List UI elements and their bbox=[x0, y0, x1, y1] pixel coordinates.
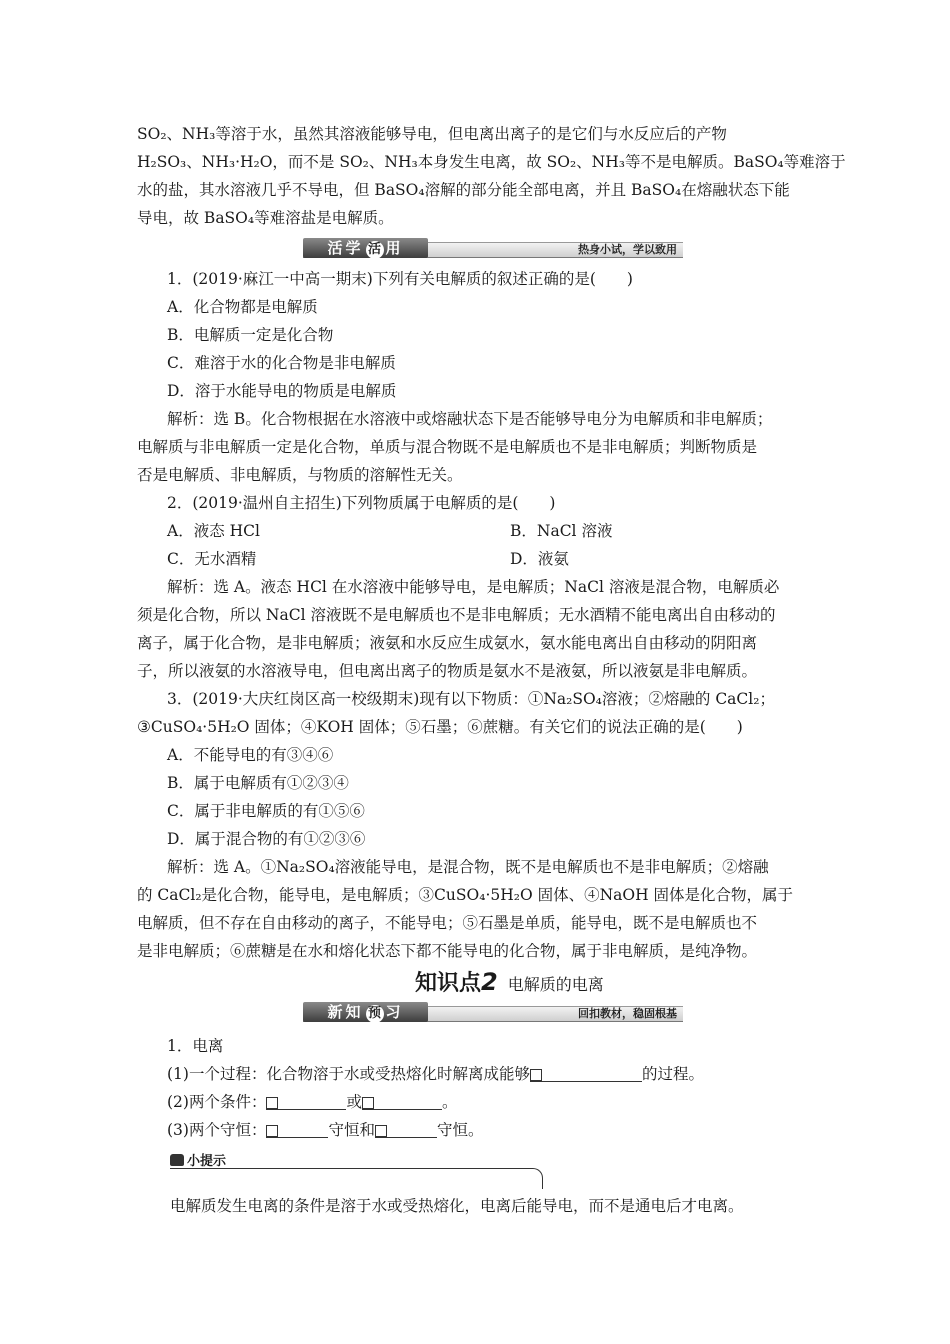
question-3-option-a: A．不能导电的有③④⑥ bbox=[167, 746, 334, 764]
answer-blank[interactable] bbox=[375, 1122, 437, 1138]
banner-tag bbox=[303, 238, 428, 258]
question-2-option-a: A．液态 HCl bbox=[167, 522, 260, 540]
knowledge-point-number: 2 bbox=[481, 968, 498, 996]
intro-line-1: SO₂、NH₃等溶于水，虽然其溶液能够导电，但电离出离子的是它们与水反应后的产物 bbox=[137, 125, 727, 143]
answer-blank[interactable] bbox=[362, 1094, 442, 1110]
question-2-stem: 2．(2019·温州自主招生)下列物质属于电解质的是( ) bbox=[167, 494, 556, 512]
banner-caption: 热身小试，学以致用 bbox=[578, 243, 677, 256]
question-3-answer-line-2: 的 CaCl₂是化合物，能导电，是电解质；③CuSO₄·5H₂O 固体、④NaOH 固体是化合物，属于 bbox=[137, 886, 794, 904]
intro-line-4: 导电，故 BaSO₄等难溶盐是电解质。 bbox=[137, 209, 394, 227]
checkbox-icon bbox=[266, 1097, 278, 1109]
knowledge-point-label: 知识点 bbox=[415, 971, 482, 996]
fill-in-text: 的过程。 bbox=[641, 1065, 704, 1083]
fill-in-text: (1)一个过程：化合物溶于水或受热熔化时解离成能够 bbox=[167, 1065, 530, 1083]
question-1-answer-line-2: 电解质与非电解质一定是化合物，单质与混合物既不是电解质也不是非电解质；判断物质是 bbox=[137, 438, 758, 456]
tip-box bbox=[170, 1150, 226, 1169]
fill-in-line-1 bbox=[167, 1064, 847, 1084]
fill-in-line-2 bbox=[167, 1092, 847, 1112]
question-2-option-d: D．液氨 bbox=[510, 550, 569, 568]
section-heading: 1．电离 bbox=[167, 1037, 224, 1055]
fill-in-text: 守恒和 bbox=[328, 1121, 375, 1139]
question-2-answer-line-4: 子，所以液氨的水溶液导电，但电离出离子的物质是氨水不是液氨，所以液氨是非电解质。 bbox=[137, 662, 758, 680]
checkbox-icon bbox=[375, 1125, 387, 1137]
banner-tag bbox=[303, 1002, 428, 1022]
question-3-option-c: C．属于非电解质的有①⑤⑥ bbox=[167, 802, 365, 820]
fill-in-text: 守恒。 bbox=[436, 1121, 484, 1139]
question-2-option-b: B．NaCl 溶液 bbox=[510, 522, 613, 540]
fill-in-text: 或 bbox=[346, 1093, 362, 1111]
question-2-option-c: C．无水酒精 bbox=[167, 550, 257, 568]
intro-line-2: H₂SO₃、NH₃·H₂O，而不是 SO₂、NH₃本身发生电离，故 SO₂、NH₃等不是电解质。BaSO₄等难溶于 bbox=[137, 153, 846, 171]
fill-in-text: 。 bbox=[441, 1093, 458, 1111]
question-2-answer-line-2: 须是化合物，所以 NaCl 溶液既不是电解质也不是非电解质；无水酒精不能电离出自由移动的 bbox=[137, 606, 776, 624]
question-1-stem: 1．(2019·麻江一中高一期末)下列有关电解质的叙述正确的是( ) bbox=[167, 270, 633, 288]
tip-heading: 小提示 bbox=[187, 1154, 227, 1169]
question-3-answer-line-3: 电解质，但不存在自由移动的离子，不能导电；⑤石墨是单质，能导电，既不是电解质也不 bbox=[137, 914, 758, 932]
question-1-option-c: C．难溶于水的化合物是非电解质 bbox=[167, 354, 396, 372]
question-2-answer-line-1: 解析：选 A。液态 HCl 在水溶液中能够导电，是电解质；NaCl 溶液是混合物，电解质必 bbox=[167, 578, 780, 596]
knowledge-point-heading bbox=[415, 966, 604, 997]
checkbox-icon bbox=[530, 1069, 542, 1081]
question-1-option-b: B．电解质一定是化合物 bbox=[167, 326, 334, 344]
thumbs-up-icon bbox=[170, 1154, 184, 1166]
banner-tag-highlight: 活 bbox=[366, 241, 384, 259]
banner-tag-text-a: 新知 bbox=[327, 1003, 364, 1021]
banner-caption: 回扣教材，稳固根基 bbox=[578, 1007, 677, 1020]
tip-text: 电解质发生电离的条件是溶于水或受热熔化，电离后能导电，而不是通电后才电离。 bbox=[170, 1197, 744, 1215]
question-1-answer-line-1: 解析：选 B。化合物根据在水溶液中或熔融状态下是否能够导电分为电解质和非电解质； bbox=[167, 410, 773, 428]
section-banner-preview bbox=[303, 1002, 683, 1022]
answer-blank[interactable] bbox=[266, 1094, 346, 1110]
checkbox-icon bbox=[362, 1097, 374, 1109]
fill-in-text: (2)两个条件： bbox=[167, 1093, 267, 1111]
checkbox-icon bbox=[266, 1125, 278, 1137]
question-3-option-b: B．属于电解质有①②③④ bbox=[167, 774, 349, 792]
banner-tag-text-b: 用 bbox=[385, 239, 404, 257]
question-3-option-d: D．属于混合物的有①②③⑥ bbox=[167, 830, 366, 848]
question-3-stem-line-2: ③CuSO₄·5H₂O 固体；④KOH 固体；⑤石墨；⑥蔗糖。有关它们的说法正确的是( ) bbox=[137, 718, 743, 736]
question-3-stem-line-1: 3．(2019·大庆红岗区高一校级期末)现有以下物质：①Na₂SO₄溶液；②熔融的 CaCl₂； bbox=[167, 690, 775, 708]
question-3-answer-line-4: 是非电解质；⑥蔗糖是在水和熔化状态下都不能导电的化合物，属于非电解质，是纯净物。 bbox=[137, 942, 758, 960]
banner-tag-text-b: 习 bbox=[385, 1003, 404, 1021]
intro-line-3: 水的盐，其水溶液几乎不导电，但 BaSO₄溶解的部分能全部电离，并且 BaSO₄在熔融状态下能 bbox=[137, 181, 790, 199]
answer-blank[interactable] bbox=[266, 1122, 328, 1138]
section-banner-practice bbox=[303, 238, 683, 258]
question-2-answer-line-3: 离子，属于化合物，是非电解质；液氨和水反应生成氨水，氨水能电离出自由移动的阴阳离 bbox=[137, 634, 758, 652]
question-1-option-d: D．溶于水能导电的物质是电解质 bbox=[167, 382, 397, 400]
tip-frame bbox=[170, 1168, 543, 1189]
fill-in-text: (3)两个守恒： bbox=[167, 1121, 267, 1139]
answer-blank[interactable] bbox=[530, 1066, 642, 1082]
question-1-answer-line-3: 否是电解质、非电解质，与物质的溶解性无关。 bbox=[137, 466, 463, 484]
banner-tag-text-a: 活学 bbox=[327, 239, 364, 257]
knowledge-point-title: 电解质的电离 bbox=[507, 975, 604, 994]
question-1-option-a: A．化合物都是电解质 bbox=[167, 298, 318, 316]
fill-in-line-3 bbox=[167, 1120, 847, 1140]
banner-tag-highlight: 预 bbox=[366, 1005, 384, 1023]
question-3-answer-line-1: 解析：选 A。①Na₂SO₄溶液能导电，是混合物，既不是电解质也不是非电解质；②熔融 bbox=[167, 858, 769, 876]
